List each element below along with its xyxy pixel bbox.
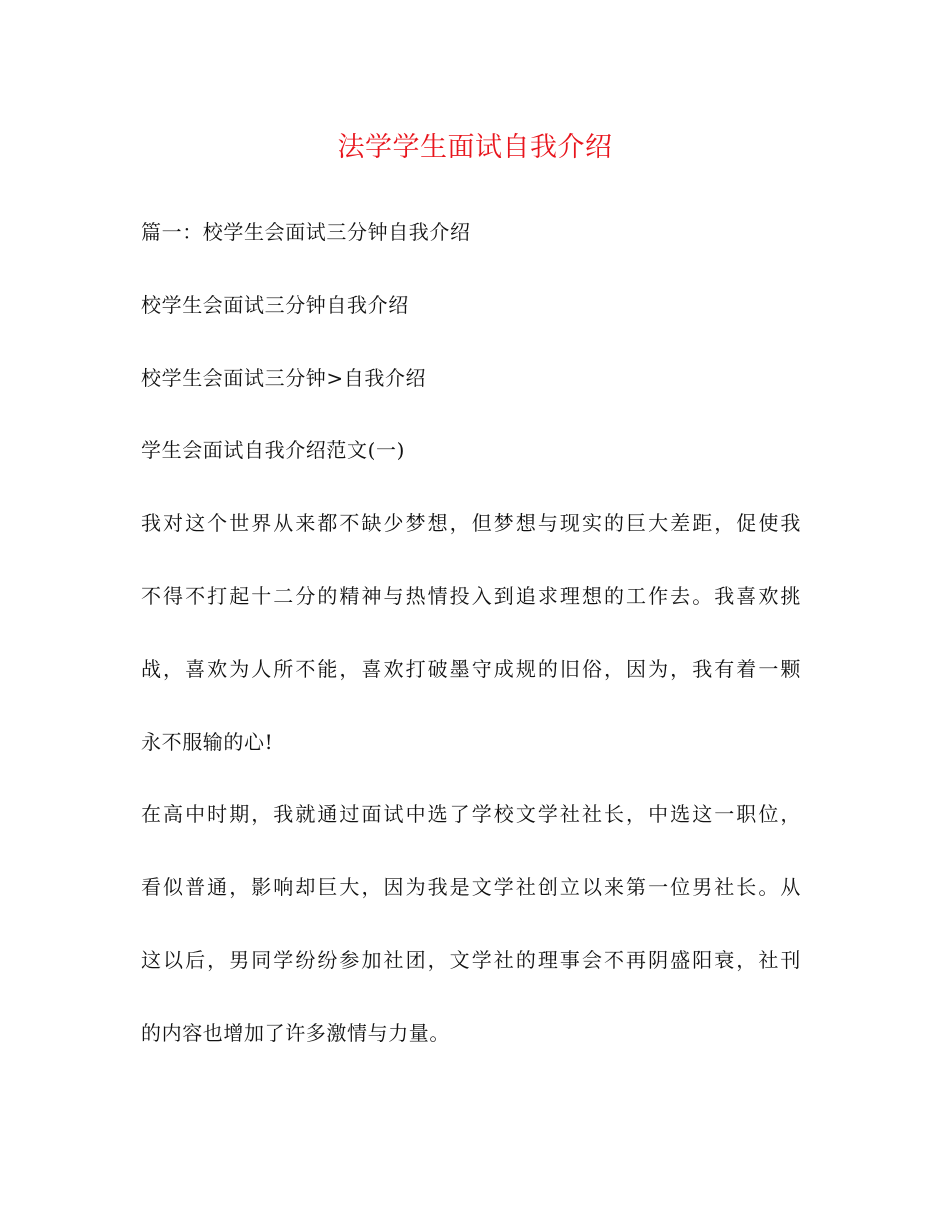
paragraph-line: 我对这个世界从来都不缺少梦想，但梦想与现实的巨大差距，促使我 xyxy=(141,511,801,536)
paragraph-line: 这以后，男同学纷纷参加社团，文学社的理事会不再阴盛阳衰，社刊 xyxy=(141,947,801,972)
subheading: 校学生会面试三分钟自我介绍 xyxy=(141,292,409,317)
paragraph-line: 永不服输的心! xyxy=(141,729,274,754)
paragraph-line: 的内容也增加了许多激情与力量。 xyxy=(141,1020,450,1045)
subheading: 学生会面试自我介绍范文(一) xyxy=(141,438,406,463)
subheading: 校学生会面试三分钟>自我介绍 xyxy=(141,365,427,390)
document-title: 法学学生面试自我介绍 xyxy=(337,132,613,163)
paragraph-line: 不得不打起十二分的精神与热情投入到追求理想的工作去。我喜欢挑 xyxy=(141,583,801,608)
document-body xyxy=(141,214,801,1088)
paragraph-line: 在高中时期，我就通过面试中选了学校文学社社长，中选这一职位， xyxy=(141,802,801,827)
paragraph-line: 战，喜欢为人所不能，喜欢打破墨守成规的旧俗，因为，我有着一颗 xyxy=(141,656,801,681)
paragraph-line: 看似普通，影响却巨大，因为我是文学社创立以来第一位男社长。从 xyxy=(141,875,801,900)
section-heading: 篇一：校学生会面试三分钟自我介绍 xyxy=(141,220,471,244)
